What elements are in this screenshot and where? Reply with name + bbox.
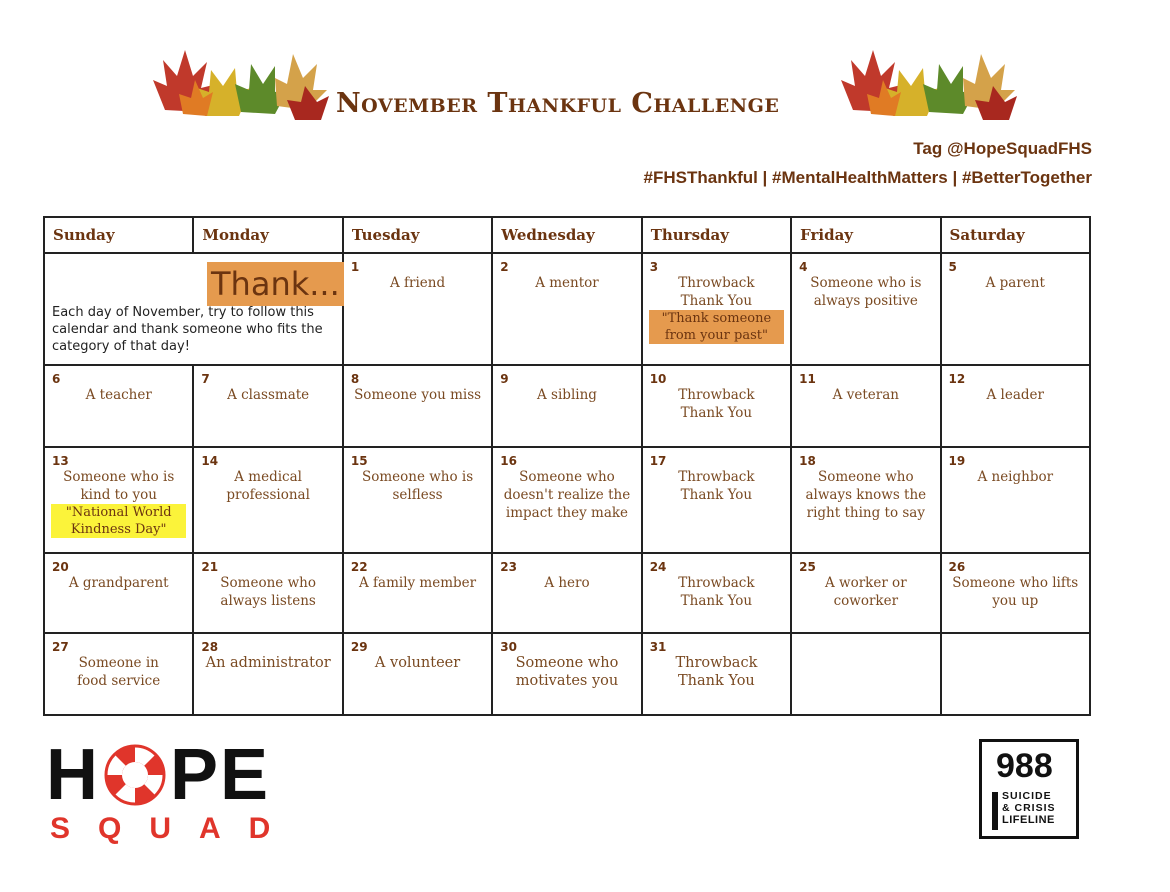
day-cell	[492, 553, 641, 633]
day-cell	[791, 553, 940, 633]
day-text: A neighbor	[977, 469, 1054, 485]
day-number: 22	[350, 560, 368, 574]
day-text: A friend	[389, 275, 446, 291]
week-row	[44, 365, 1090, 447]
day-note-highlight: "Thank someone from your past"	[649, 310, 784, 344]
day-number: 23	[500, 560, 517, 574]
day-number: 31	[649, 640, 667, 654]
lifeline-line3: LIFELINE	[1002, 814, 1055, 826]
intro-cell	[44, 253, 343, 365]
weekday-saturday: Saturday	[941, 217, 1090, 253]
day-cell	[44, 447, 193, 553]
day-text: Throwback Thank You	[678, 469, 755, 503]
day-number: 7	[201, 372, 210, 386]
empty-cell	[791, 633, 940, 715]
day-number: 1	[350, 260, 360, 274]
day-cell	[791, 447, 940, 553]
intro-text: Each day of November, try to follow this calendar and thank someone who fits the category of that day!	[52, 305, 323, 354]
day-text: Throwback Thank You	[675, 655, 758, 689]
day-cell	[193, 633, 342, 715]
week-row	[44, 253, 1090, 365]
day-number: 26	[948, 560, 966, 574]
lifeline-line2: & CRISIS	[1002, 802, 1056, 814]
day-cell	[642, 633, 791, 715]
hope-squad-logo	[46, 735, 299, 845]
empty-cell	[941, 633, 1090, 715]
day-text: A mentor	[535, 275, 599, 291]
tag-handle: Tag @HopeSquadFHS	[913, 139, 1092, 158]
day-cell	[343, 365, 492, 447]
day-text: A leader	[986, 387, 1044, 403]
day-number: 10	[649, 372, 667, 386]
day-cell	[492, 365, 641, 447]
day-number: 4	[799, 260, 808, 274]
day-text: A volunteer	[374, 655, 461, 671]
lifeline-number: 988	[996, 747, 1053, 785]
day-text: Throwback Thank You	[678, 387, 755, 421]
day-text: A worker or coworker	[824, 575, 907, 609]
day-text: A sibling	[537, 387, 597, 403]
day-number: 24	[649, 560, 667, 574]
weekday-friday: Friday	[791, 217, 940, 253]
day-cell	[791, 253, 940, 365]
day-text: A medical professional	[226, 469, 310, 503]
day-number: 30	[500, 640, 517, 654]
day-text: A family member	[358, 575, 477, 591]
day-text: Someone in food service	[77, 655, 161, 689]
day-cell	[343, 633, 492, 715]
day-number: 2	[500, 260, 509, 274]
day-number: 19	[948, 454, 966, 468]
day-note-highlight: "National World Kindness Day"	[51, 504, 186, 538]
weekday-tuesday: Tuesday	[343, 217, 492, 253]
lifeline-line1: SUICIDE	[1002, 790, 1052, 802]
day-text: Someone who is kind to you	[63, 469, 175, 503]
day-text: Someone you miss	[354, 387, 482, 403]
day-text: Someone who is selfless	[361, 469, 474, 503]
day-number: 17	[649, 454, 667, 468]
day-cell	[941, 253, 1090, 365]
day-cell	[44, 365, 193, 447]
lifeline-logo	[979, 739, 1079, 839]
lifeline-text	[1002, 790, 1072, 826]
day-cell	[44, 633, 193, 715]
week-row	[44, 447, 1090, 553]
day-number: 20	[52, 560, 69, 574]
day-cell	[44, 553, 193, 633]
page-title: November Thankful Challenge	[336, 88, 780, 119]
hashtags: #FHSThankful | #MentalHealthMatters | #BetterTogether	[643, 168, 1092, 187]
day-text: Someone who always knows the right thing to say	[805, 469, 927, 521]
day-cell	[193, 447, 342, 553]
day-text: A grandparent	[68, 575, 169, 591]
day-text: A parent	[985, 275, 1045, 291]
day-cell	[492, 447, 641, 553]
hope-logo-squad: SQUAD	[50, 812, 299, 845]
week-row	[44, 553, 1090, 633]
day-text: An administrator	[205, 655, 331, 671]
day-cell	[343, 253, 492, 365]
day-text: Throwback Thank You	[678, 275, 755, 309]
day-number: 28	[201, 640, 219, 654]
day-cell	[193, 365, 342, 447]
week-row	[44, 633, 1090, 715]
day-text: A classmate	[227, 387, 310, 403]
weekday-header-row	[44, 217, 1090, 253]
day-text: A veteran	[832, 387, 899, 403]
day-number: 25	[799, 560, 816, 574]
day-number: 18	[799, 454, 816, 468]
day-cell	[343, 447, 492, 553]
autumn-leaves-icon	[833, 40, 1023, 124]
day-number: 13	[52, 454, 69, 468]
day-number: 6	[52, 372, 61, 386]
day-cell	[941, 365, 1090, 447]
day-number: 8	[350, 372, 360, 386]
day-cell	[642, 447, 791, 553]
day-number: 14	[201, 454, 219, 468]
day-text: A teacher	[85, 387, 152, 403]
day-cell	[343, 553, 492, 633]
day-number: 3	[649, 260, 659, 274]
weekday-wednesday: Wednesday	[492, 217, 641, 253]
day-number: 21	[201, 560, 219, 574]
day-cell	[791, 365, 940, 447]
autumn-leaves-icon	[145, 40, 335, 124]
day-cell	[642, 253, 791, 365]
day-cell	[941, 447, 1090, 553]
day-number: 12	[948, 372, 966, 386]
day-number: 16	[500, 454, 517, 468]
calendar-grid	[43, 216, 1091, 716]
day-number: 29	[350, 640, 368, 654]
weekday-sunday: Sunday	[44, 217, 193, 253]
day-cell	[492, 633, 641, 715]
day-text: Someone who always listens	[220, 575, 316, 609]
day-text: A hero	[544, 575, 590, 591]
weekday-thursday: Thursday	[642, 217, 791, 253]
lifeline-bar	[992, 792, 998, 830]
day-cell	[941, 553, 1090, 633]
day-cell	[492, 253, 641, 365]
day-text: Someone who lifts you up	[952, 575, 1079, 609]
hope-logo-h: H	[46, 735, 100, 815]
thank-heading: Thank...	[207, 262, 344, 306]
day-text: Someone who is always positive	[810, 275, 922, 309]
day-text: Someone who motivates you	[515, 655, 619, 689]
day-text: Throwback Thank You	[678, 575, 755, 609]
day-cell	[642, 365, 791, 447]
day-number: 11	[799, 372, 816, 386]
day-number: 5	[948, 260, 957, 274]
life-ring-icon	[102, 742, 168, 808]
weekday-monday: Monday	[193, 217, 342, 253]
day-number: 15	[350, 454, 368, 468]
day-cell	[642, 553, 791, 633]
day-number: 9	[500, 372, 509, 386]
hope-logo-pe: PE	[170, 735, 271, 815]
day-number: 27	[52, 640, 69, 654]
day-cell	[193, 553, 342, 633]
day-text: Someone who doesn't realize the impact they make	[503, 469, 631, 521]
